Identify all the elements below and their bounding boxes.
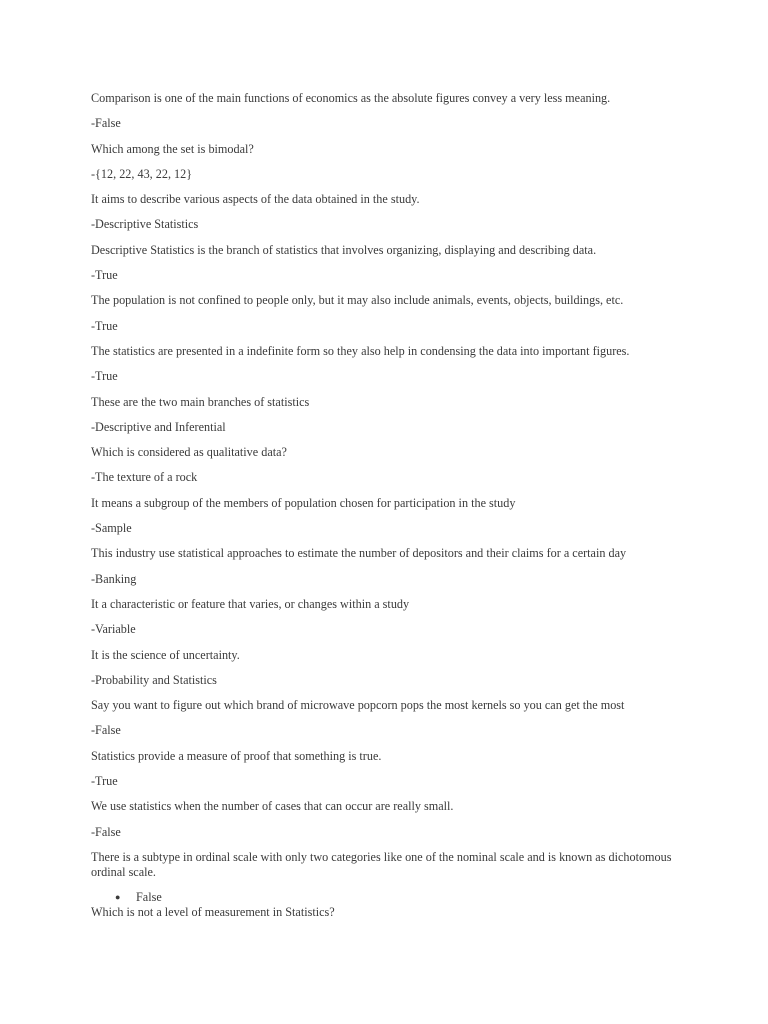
- question-text: The statistics are presented in a indefinite form so they also help in condensing the data into important figures.: [91, 343, 630, 358]
- bullet-answer-text: False: [136, 889, 162, 904]
- answer-text: -Descriptive Statistics: [91, 217, 199, 232]
- answer-text: -False: [91, 723, 121, 738]
- document-content: [91, 91, 691, 920]
- bullet-answer: [91, 890, 691, 905]
- answer-text: -The texture of a rock: [91, 470, 198, 485]
- last-question: Which is not a level of measurement in Statistics?: [91, 904, 335, 919]
- qa-list: [91, 91, 691, 840]
- question-text: It means a subgroup of the members of population chosen for participation in the study: [91, 495, 516, 510]
- bullet-icon: ●: [115, 891, 121, 902]
- answer-text: -Variable: [91, 622, 136, 637]
- question-text: The population is not confined to people only, but it may also include animals, events, objects, buildings, etc.: [91, 293, 624, 308]
- answer-text: -False: [91, 824, 121, 839]
- question-text: It a characteristic or feature that varies, or changes within a study: [91, 596, 410, 611]
- answer-text: -Descriptive and Inferential: [91, 419, 226, 434]
- answer-text: -True: [91, 318, 118, 333]
- question-text: These are the two main branches of statistics: [91, 394, 310, 409]
- answer-text: -Probability and Statistics: [91, 672, 217, 687]
- question-text: It aims to describe various aspects of the data obtained in the study.: [91, 192, 420, 207]
- question-text: Descriptive Statistics is the branch of statistics that involves organizing, displaying and describing data.: [91, 242, 597, 257]
- question-text: Statistics provide a measure of proof that something is true.: [91, 748, 382, 763]
- answer-text: -Banking: [91, 571, 137, 586]
- question-text: Which among the set is bimodal?: [91, 141, 254, 156]
- question-text: Which is considered as qualitative data?: [91, 445, 287, 460]
- answer-text: -{12, 22, 43, 22, 12}: [91, 166, 193, 181]
- answer-text: -Sample: [91, 521, 132, 536]
- question-text: Say you want to figure out which brand of microwave popcorn pops the most kernels so you can get the most: [91, 698, 625, 713]
- answer-text: -True: [91, 268, 118, 283]
- question-text: Comparison is one of the main functions of economics as the absolute figures convey a very less meaning.: [91, 91, 611, 105]
- answer-text: -False: [91, 116, 121, 131]
- question-text: We use statistics when the number of cases that can occur are really small.: [91, 799, 454, 814]
- answer-text: -True: [91, 774, 118, 789]
- question-text: It is the science of uncertainty.: [91, 647, 240, 662]
- question-text: This industry use statistical approaches to estimate the number of depositors and their claims for a certain day: [91, 546, 627, 561]
- paragraph-ordinal-scale: There is a subtype in ordinal scale with only two categories like one of the nominal scale and is known as dichotomous ordinal scale.: [91, 849, 672, 879]
- answer-text: -True: [91, 369, 118, 384]
